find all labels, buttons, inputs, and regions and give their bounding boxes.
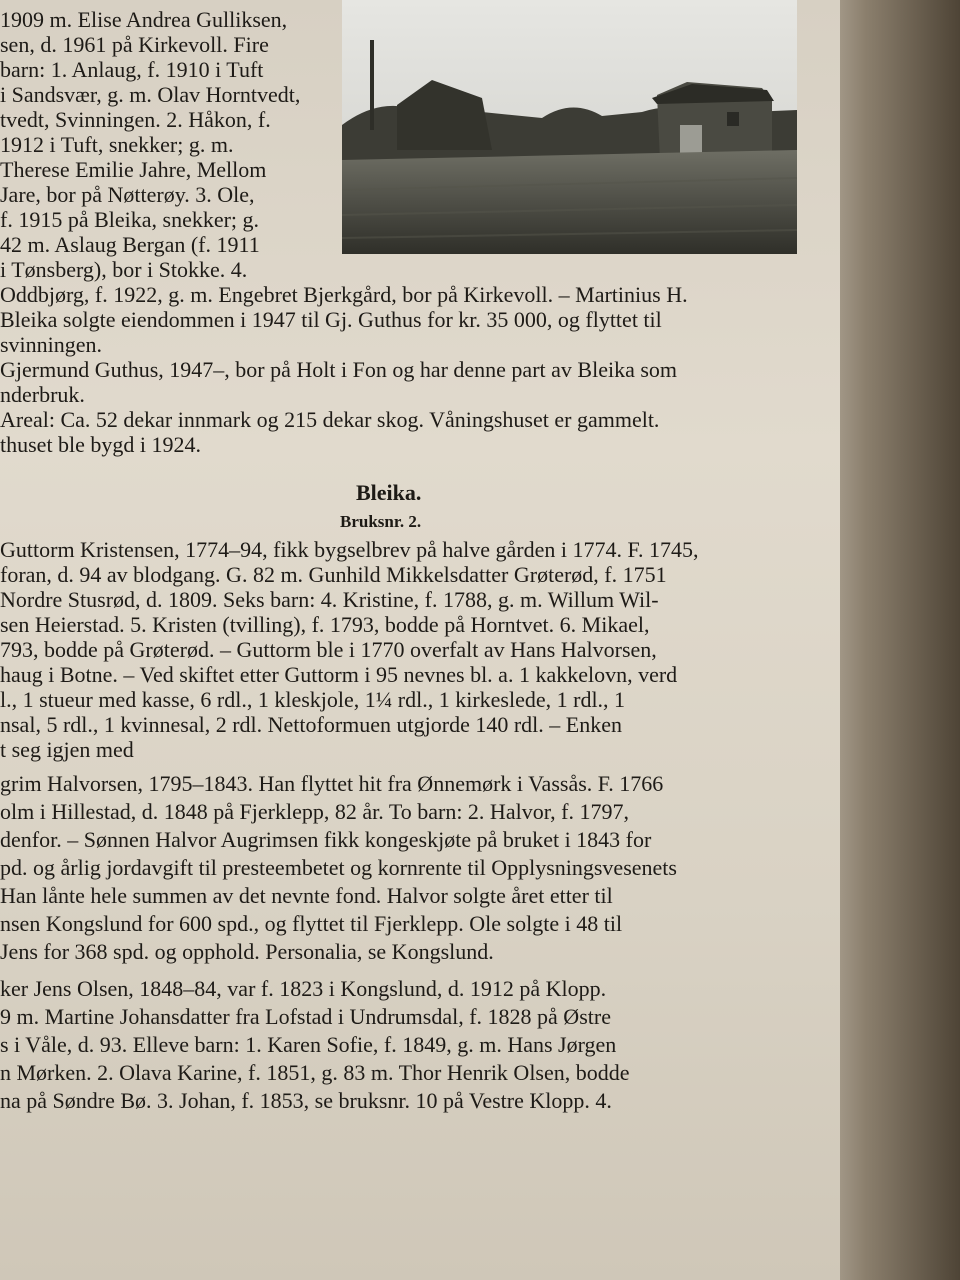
text-line: grim Halvorsen, 1795–1843. Han flyttet hit fra Ønnemørk i Vassås. F. 1766 [0,771,664,796]
text-line: 1909 m. Elise Andrea Gulliksen, [0,7,288,32]
text-line: nsal, 5 rdl., 1 kvinnesal, 2 rdl. Nettoformuen utgjorde 140 rdl. – Enken [0,712,622,737]
text-line: 793, bodde på Grøterød. – Guttorm ble i 1770 overfalt av Hans Halvorsen, [0,637,657,662]
text-line: l., 1 stueur med kasse, 6 rdl., 1 kleskjole, 1¼ rdl., 1 kirkeslede, 1 rdl., 1 [0,687,626,712]
text-line: olm i Hillestad, d. 1848 på Fjerklepp, 82 år. To barn: 2. Halvor, f. 1797, [0,799,629,824]
text-line: f. 1915 på Bleika, snekker; g. [0,207,260,232]
text-line: tvedt, Svinningen. 2. Håkon, f. [0,107,271,132]
text-line: na på Søndre Bø. 3. Johan, f. 1853, se bruksnr. 10 på Vestre Klopp. 4. [0,1088,612,1113]
text-line: 1912 i Tuft, snekker; g. m. [0,132,234,157]
text-line: haug i Botne. – Ved skiftet etter Guttorm i 95 nevnes bl. a. 1 kakkelovn, verd [0,662,678,687]
text-line: nsen Kongslund for 600 spd., og flyttet til Fjerklepp. Ole solgte i 48 til [0,911,623,936]
text-line: t seg igjen med [0,737,134,762]
text-line: barn: 1. Anlaug, f. 1910 i Tuft [0,57,264,82]
text-line: Oddbjørg, f. 1922, g. m. Engebret Bjerkgård, bor på Kirkevoll. – Martinius H. [0,282,688,307]
text-line: Bleika solgte eiendommen i 1947 til Gj. Guthus for kr. 35 000, og flyttet til [0,307,662,332]
section-subheading: Bruksnr. 2. [340,512,422,531]
text-line: i Sandsvær, g. m. Olav Horntvedt, [0,82,301,107]
text-line: Jare, bor på Nøtterøy. 3. Ole, [0,182,255,207]
text-line: Areal: Ca. 52 dekar innmark og 215 dekar skog. Våningshuset er gammelt. [0,407,660,432]
text-line: Nordre Stusrød, d. 1809. Seks barn: 4. Kristine, f. 1788, g. m. Willum Wil- [0,587,659,612]
text-line: pd. og årlig jordavgift til presteembetet og kornrente til Opplysningsvesenets [0,855,677,880]
text-line: thuset ble bygd i 1924. [0,432,202,457]
section-heading: Bleika. [356,480,422,505]
text-line: Gjermund Guthus, 1947–, bor på Holt i Fon og har denne part av Bleika som [0,357,678,382]
text-line: Guttorm Kristensen, 1774–94, fikk bygselbrev på halve gården i 1774. F. 1745, [0,537,699,562]
text-line: foran, d. 94 av blodgang. G. 82 m. Gunhild Mikkelsdatter Grøterød, f. 1751 [0,562,667,587]
text-line: Therese Emilie Jahre, Mellom [0,157,267,182]
text-line: n Mørken. 2. Olava Karine, f. 1851, g. 83 m. Thor Henrik Olsen, bodde [0,1060,630,1085]
farm-photo [342,0,797,254]
text-line: s i Våle, d. 93. Elleve barn: 1. Karen Sofie, f. 1849, g. m. Hans Jørgen [0,1032,617,1057]
farm-photo-image [342,0,797,254]
text-line: sen Heierstad. 5. Kristen (tvilling), f. 1793, bodde på Horntvet. 6. Mikael, [0,612,650,637]
text-line: Han lånte hele summen av det nevnte fond. Halvor solgte året etter til [0,883,613,908]
text-line: 9 m. Martine Johansdatter fra Lofstad i Undrumsdal, f. 1828 på Østre [0,1004,611,1029]
text-line: Jens for 368 spd. og opphold. Personalia, se Kongslund. [0,939,494,964]
text-line: svinningen. [0,332,103,357]
text-line: 42 m. Aslaug Bergan (f. 1911 [0,232,260,257]
text-line: i Tønsberg), bor i Stokke. 4. [0,257,248,282]
text-line: ker Jens Olsen, 1848–84, var f. 1823 i Kongslund, d. 1912 på Klopp. [0,976,607,1001]
text-line: sen, d. 1961 på Kirkevoll. Fire [0,32,269,57]
text-line: nderbruk. [0,382,85,407]
text-line: denfor. – Sønnen Halvor Augrimsen fikk kongeskjøte på bruket i 1843 for [0,827,652,852]
